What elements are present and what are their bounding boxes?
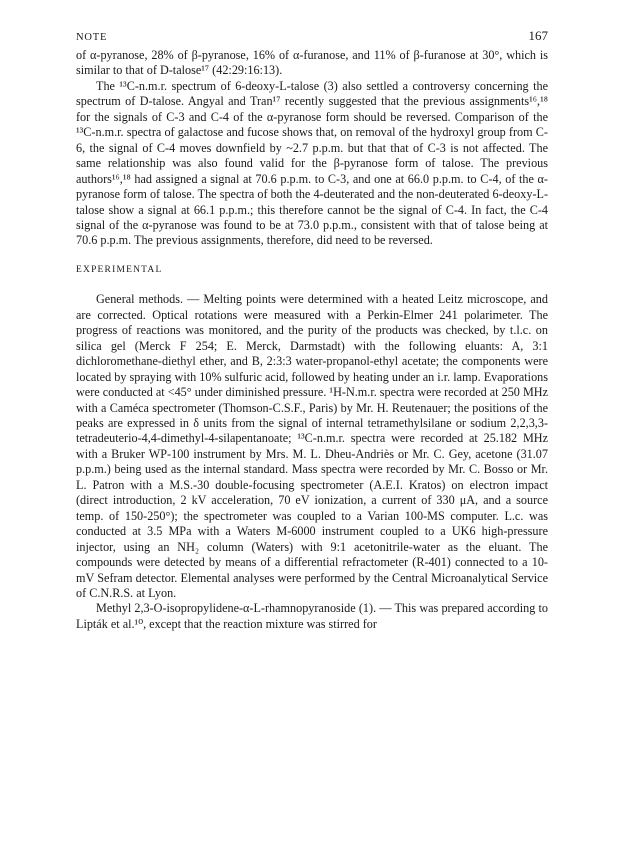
section-heading: EXPERIMENTAL [76,264,163,275]
paragraph-continuation: of α-pyranose, 28% of β-pyranose, 16% of α-furanose, and 11% of β-furanose at 30°, which is similar to that of D-talose¹⁷ (42:29:16:13). [76,48,548,78]
paragraph-13c-nmr: The ¹³C-n.m.r. spectrum of 6-deoxy-L-talose (3) also settled a controversy concerning the spectrum of D-talose. Angyal and Tran¹⁷ recently suggested that the previous assignments¹⁶,¹⁸ for the signals of C-3 and C-4 of the α-pyranose form should be reversed. Comparison of the ¹³C-n.m.r. spectra of galactose and fucose shows that, on removal of the hydroxyl group from C-6, the signal of C-4 moves downfield by ~2.7 p.p.m. but that that of C-3 is not affected. The same relationship was also found valid for the β-pyranose form of talose. The previous authors¹⁶,¹⁸ had assigned a signal at 70.6 p.p.m. to C-3, and one at 66.0 p.p.m. to C-4, of the α-pyranose form of talose. The spectra of both the 4-deuterated and the non-deuterated 6-deoxy-L-talose show a signal at 66.1 p.p.m.; this therefore cannot be the signal of C-4. In fact, the C-4 signal of the α-pyranose was found to be at 73.0 p.p.m., consistent with that of talose being at 70.6 p.p.m. The previous assignments, therefore, did need to be reversed. [76,78,548,248]
paragraph-compound-1: Methyl 2,3-O-isopropylidene-α-L-rhamnopyranoside (1). — This was prepared according to Lipták et al.¹⁰, except that the reaction mixture was stirred for [76,601,548,631]
page-header [76,28,548,44]
paragraph-general-methods: General methods. — Melting points were determined with a heated Leitz microscope, and are corrected. Optical rotations were measured with a Perkin-Elmer 241 polarimeter. The progress of reactions was monitored, and the purity of the products was checked, by t.l.c. on silica gel (Merck F 254; E. Merck, Darmstadt) with the following eluants: A, 3:1 dichloromethane-diethyl ether, and B, 2:3:3 water-propanol-ethyl acetate; the components were located by spraying with 10% sulfuric acid, followed by heating under an i.r. lamp. Evaporations were conducted at <45° under diminished pressure. ¹H-N.m.r. spectra were recorded at 250 MHz with a Caméca spectrometer (Thomson-C.S.F., Paris) by Mr. H. Reutenauer; the positions of the peaks are expressed in δ units from the signal of internal tetramethylsilane or sodium 2,2,3,3-tetradeuterio-4,4-dimethyl-4-silapentanoate; ¹³C-n.m.r. spectra were recorded at 25.182 MHz with a Bruker WP-100 instrument by Mrs. M. L. Dheu-Andriès or Mr. C. Gey, acetone (31.07 p.p.m.) being used as the internal standard. Mass spectra were recorded by Mr. C. Bosso or Mr. L. Patron with a M.S.-30 double-focusing spectrometer (A.E.I. Kratos) on electron impact (direct introduction, 2 kV acceleration, 70 eV ionization, a current of 330 μA, and a source temp. of 150-250°); the spectrometer was coupled to a Varian 100-MS computer. L.c. was conducted at 3.5 MPa with a Waters M-6000 instrument coupled to a UK6 high-pressure injector, using an NH₂ column (Waters) with 9:1 acetonitrile-water as the eluant. The compounds were detected by means of a differential refractometer (R-401) connected to a 10-mV Sefram detector. Elemental analyses were performed by the Central Microanalytical Service of C.N.R.S. at Lyon. [76,292,548,600]
page-number: 167 [528,28,548,43]
running-head: NOTE [76,32,108,43]
body-text [76,48,548,632]
